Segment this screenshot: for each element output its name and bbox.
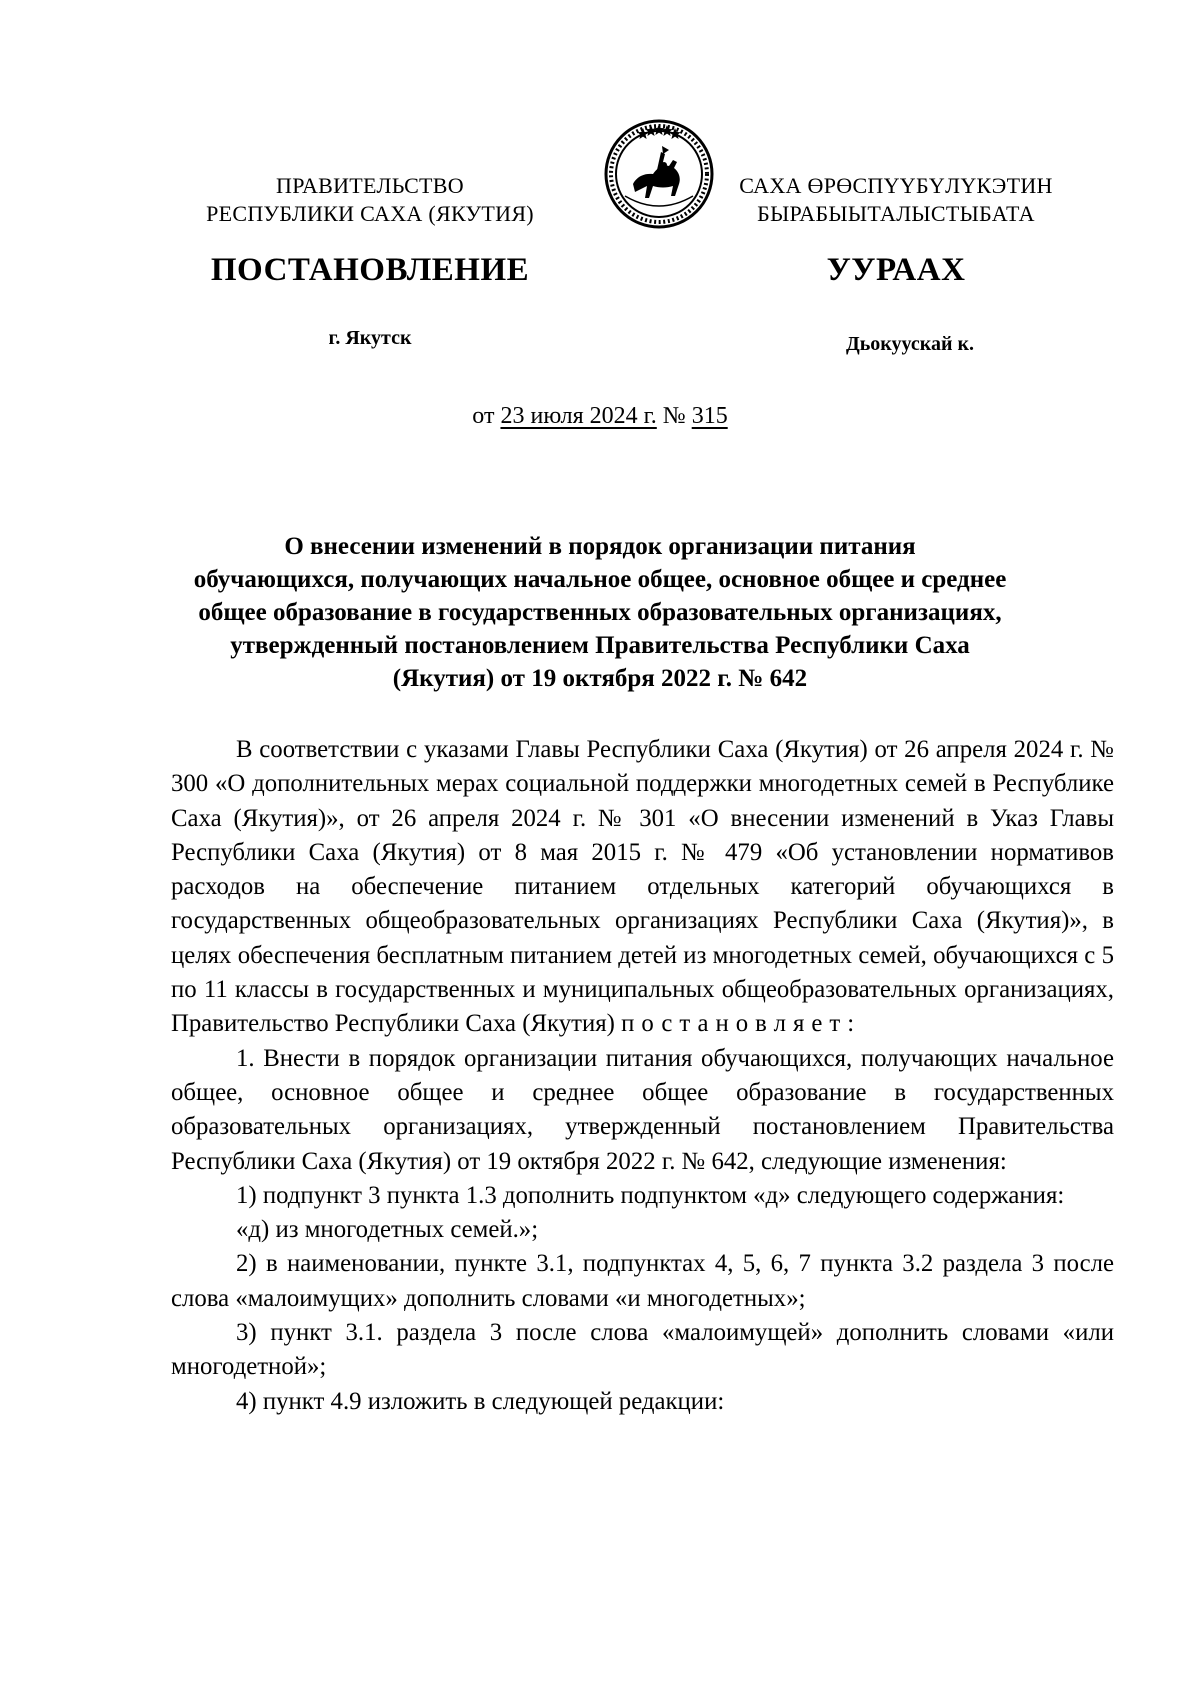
doc-type-sakha: УУРААХ xyxy=(826,252,966,288)
title-line: О внесении изменений в порядок организации питания xyxy=(284,533,916,560)
title-line: утвержденный постановлением Правительства Республики Саха xyxy=(230,632,970,659)
preamble-paragraph xyxy=(171,733,1114,1042)
date-prefix: от xyxy=(472,403,495,429)
issuer-ru xyxy=(175,172,565,228)
decree-word: постановляет: xyxy=(621,1010,862,1038)
document-date: 23 июля 2024 г. xyxy=(500,403,657,429)
doc-type-ru: ПОСТАНОВЛЕНИЕ xyxy=(210,252,530,288)
clause-paragraph: 3) пункт 3.1. раздела 3 после слова «малоимущей» дополнить словами «или многодетной»; xyxy=(171,1319,1114,1381)
document-number: 315 xyxy=(691,403,728,429)
issuer-sakha-line1: САХА ӨРӨСПYYБYЛYКЭТИН xyxy=(739,173,1053,198)
document-dateline xyxy=(0,403,1200,430)
issuer-ru-line2: РЕСПУБЛИКИ САХА (ЯКУТИЯ) xyxy=(206,201,534,226)
clause-paragraph: 4) пункт 4.9 изложить в следующей редакции: xyxy=(236,1387,725,1415)
issuer-sakha xyxy=(700,172,1092,228)
city-sakha: Дьокуускай к. xyxy=(845,333,975,355)
preamble-text: В соответствии с указами Главы Республики Саха (Якутия) от 26 апреля 2024 г. № 300 «О дополнительных мерах социальной поддержки многодетных семей в Республике Саха (Якутия)», от 26 апреля 2024 г. № 301 «О внесении изменений в Указ Главы Республики Саха (Якутия) от 8 мая 2015 г. № 479 «Об установлении нормативов расходов на обеспечение питанием отдельных категорий обучающихся в государственных общеобразовательных организациях Республики Саха (Якутия)», в целях обеспечения бесплатным питанием детей из многодетных семей, обучающихся с 5 по 11 классы в государственных и муниципальных общеобразовательных организациях, Правительство Республики Саха (Якутия) xyxy=(171,736,1114,1038)
clause-paragraph: 1. Внести в порядок организации питания обучающихся, получающих начальное общее, основное общее и среднее общее образование в государственных образовательных организациях, утвержденный постановлением Правительства Республики Саха (Якутия) от 19 октября 2022 г. № 642, следующие изменения: xyxy=(171,1044,1114,1175)
number-sign: № xyxy=(662,403,686,429)
clause-paragraph: 2) в наименовании, пункте 3.1, подпунктах 4, 5, 6, 7 пункта 3.2 раздела 3 после слова «малоимущих» дополнить словами «и многодетных»; xyxy=(171,1250,1114,1312)
issuer-sakha-line2: БЫРАБЫЫТАЛЫСТЫБАТА xyxy=(757,201,1035,226)
city-ru: г. Якутск xyxy=(328,327,412,349)
title-line: (Якутия) от 19 октября 2022 г. № 642 xyxy=(392,665,808,692)
document-body xyxy=(171,733,1114,1419)
clause-paragraph: 1) подпункт 3 пункта 1.3 дополнить подпунктом «д» следующего содержания: xyxy=(236,1181,1065,1209)
coat-of-arms-icon xyxy=(603,118,715,230)
title-line: общее образование в государственных образовательных организациях, xyxy=(198,599,1002,626)
clause-paragraph: «д) из многодетных семей.»; xyxy=(236,1216,539,1244)
issuer-ru-line1: ПРАВИТЕЛЬСТВО xyxy=(276,173,464,198)
document-title xyxy=(170,530,1030,695)
title-line: обучающихся, получающих начальное общее, основное общее и среднее xyxy=(193,566,1007,593)
